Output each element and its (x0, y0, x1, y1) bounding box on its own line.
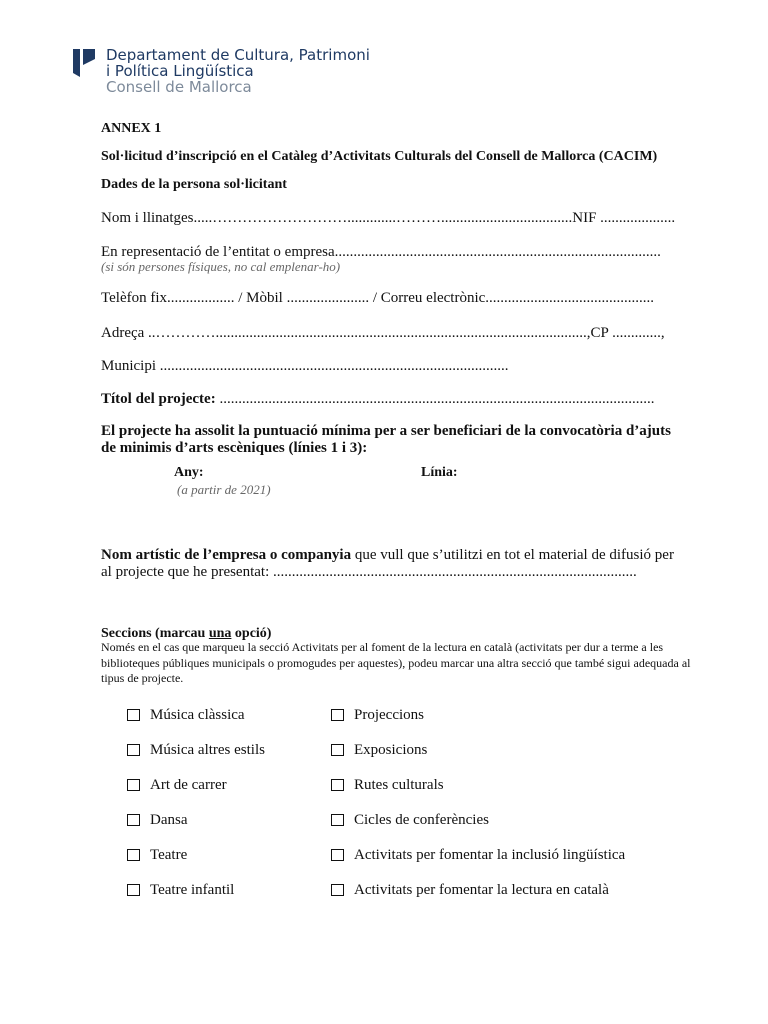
checkbox-icon[interactable] (331, 709, 344, 721)
checkbox-icon[interactable] (331, 814, 344, 826)
option-teatre-infantil[interactable] (127, 881, 234, 899)
option-musica-classica[interactable] (127, 706, 245, 724)
checkbox-icon[interactable] (127, 849, 140, 861)
score-statement-line2: de minimis d’arts escèniques (línies 1 i 3): (101, 440, 368, 456)
year-hint: (a partir de 2021) (177, 482, 271, 497)
artistic-name-field[interactable]: al projecte que he presentat: ................................................................................................. (101, 564, 637, 580)
option-label: Teatre infantil (150, 881, 235, 898)
checkbox-icon[interactable] (127, 779, 140, 791)
address-field[interactable]: Adreça ..…………...................................................................................................,CP ............., (101, 325, 665, 341)
option-label: Activitats per fomentar la inclusió lingüística (354, 846, 626, 863)
option-label: Projeccions (354, 706, 424, 723)
option-lectura-catala[interactable] (331, 881, 609, 899)
entity-hint: (si són persones físiques, no cal emplenar-ho) (101, 259, 341, 274)
checkbox-icon[interactable] (331, 744, 344, 756)
option-label: Música clàssica (150, 706, 245, 723)
project-title-field[interactable] (101, 391, 654, 408)
contact-field[interactable]: Telèfon fix.................. / Mòbil ...................... / Correu electrònic............................................. (101, 290, 655, 306)
score-statement-line1: El projecte ha assolit la puntuació mínima per a ser beneficiari de la convocatòria d’ajuts (101, 423, 671, 439)
checkbox-icon[interactable] (127, 744, 140, 756)
project-title-label: Títol del projecte: (101, 391, 216, 407)
checkbox-icon[interactable] (127, 884, 140, 896)
checkbox-icon[interactable] (331, 849, 344, 861)
form-title: Sol·licitud d’inscripció en el Catàleg d’Activitats Culturals del Consell de Mallorca (CACIM) (101, 149, 658, 164)
option-label: Música altres estils (150, 741, 265, 758)
option-inclusio-linguistica[interactable] (331, 846, 625, 864)
municipality-field[interactable]: Municipi ............................................................................................. (101, 358, 509, 374)
sections-heading-emphasis: una (208, 626, 232, 641)
checkbox-icon[interactable] (127, 709, 140, 721)
sections-heading-post: opció) (231, 626, 272, 641)
artistic-name-line1 (101, 547, 674, 564)
option-label: Dansa (150, 811, 188, 828)
option-exposicions[interactable] (331, 741, 427, 759)
name-nif-field[interactable]: Nom i llinatges.....……………………….............………...................................NIF .................... (101, 210, 676, 226)
org-name-line1: Departament de Cultura, Patrimoni (106, 46, 370, 64)
org-name (106, 47, 370, 95)
option-rutes-culturals[interactable] (331, 776, 444, 794)
sections-heading-pre: Seccions (marcau (101, 626, 209, 641)
year-label: Any: (174, 465, 204, 480)
artistic-name-rest: que vull que s’utilitzi en tot el material de difusió per (351, 547, 674, 563)
option-label: Activitats per fomentar la lectura en català (354, 881, 609, 898)
option-label: Teatre (150, 846, 188, 863)
option-art-de-carrer[interactable] (127, 776, 227, 794)
checkbox-icon[interactable] (331, 884, 344, 896)
entity-field[interactable]: En representació de l’entitat o empresa....................................................................................... (101, 244, 661, 260)
line-label: Línia: (421, 465, 458, 480)
option-teatre[interactable] (127, 846, 187, 864)
project-title-dots: .................................................................................................................... (215, 391, 655, 407)
annex-label: ANNEX 1 (101, 121, 162, 136)
option-label: Exposicions (354, 741, 428, 758)
option-label: Art de carrer (150, 776, 227, 793)
checkbox-icon[interactable] (127, 814, 140, 826)
consell-logo-icon (73, 47, 97, 77)
option-label: Rutes culturals (354, 776, 444, 793)
option-projeccions[interactable] (331, 706, 424, 724)
org-name-line3: Consell de Mallorca (106, 78, 252, 96)
checkbox-icon[interactable] (331, 779, 344, 791)
option-label: Cicles de conferències (354, 811, 489, 828)
option-cicles-conferencies[interactable] (331, 811, 489, 829)
option-dansa[interactable] (127, 811, 188, 829)
org-name-line2: i Política Lingüística (106, 62, 254, 80)
artistic-name-label: Nom artístic de l’empresa o companyia (101, 547, 352, 563)
sections-note: Només en el cas que marqueu la secció Activitats per al foment de la lectura en català (activitats per dur a terme a les biblioteques públiques municipals o promogudes per aquestes), podeu marcar una altra secció que també sigui adequada al tipus de projecte. (101, 640, 691, 685)
option-musica-altres-estils[interactable] (127, 741, 265, 759)
section-applicant-heading: Dades de la persona sol·licitant (101, 177, 287, 192)
